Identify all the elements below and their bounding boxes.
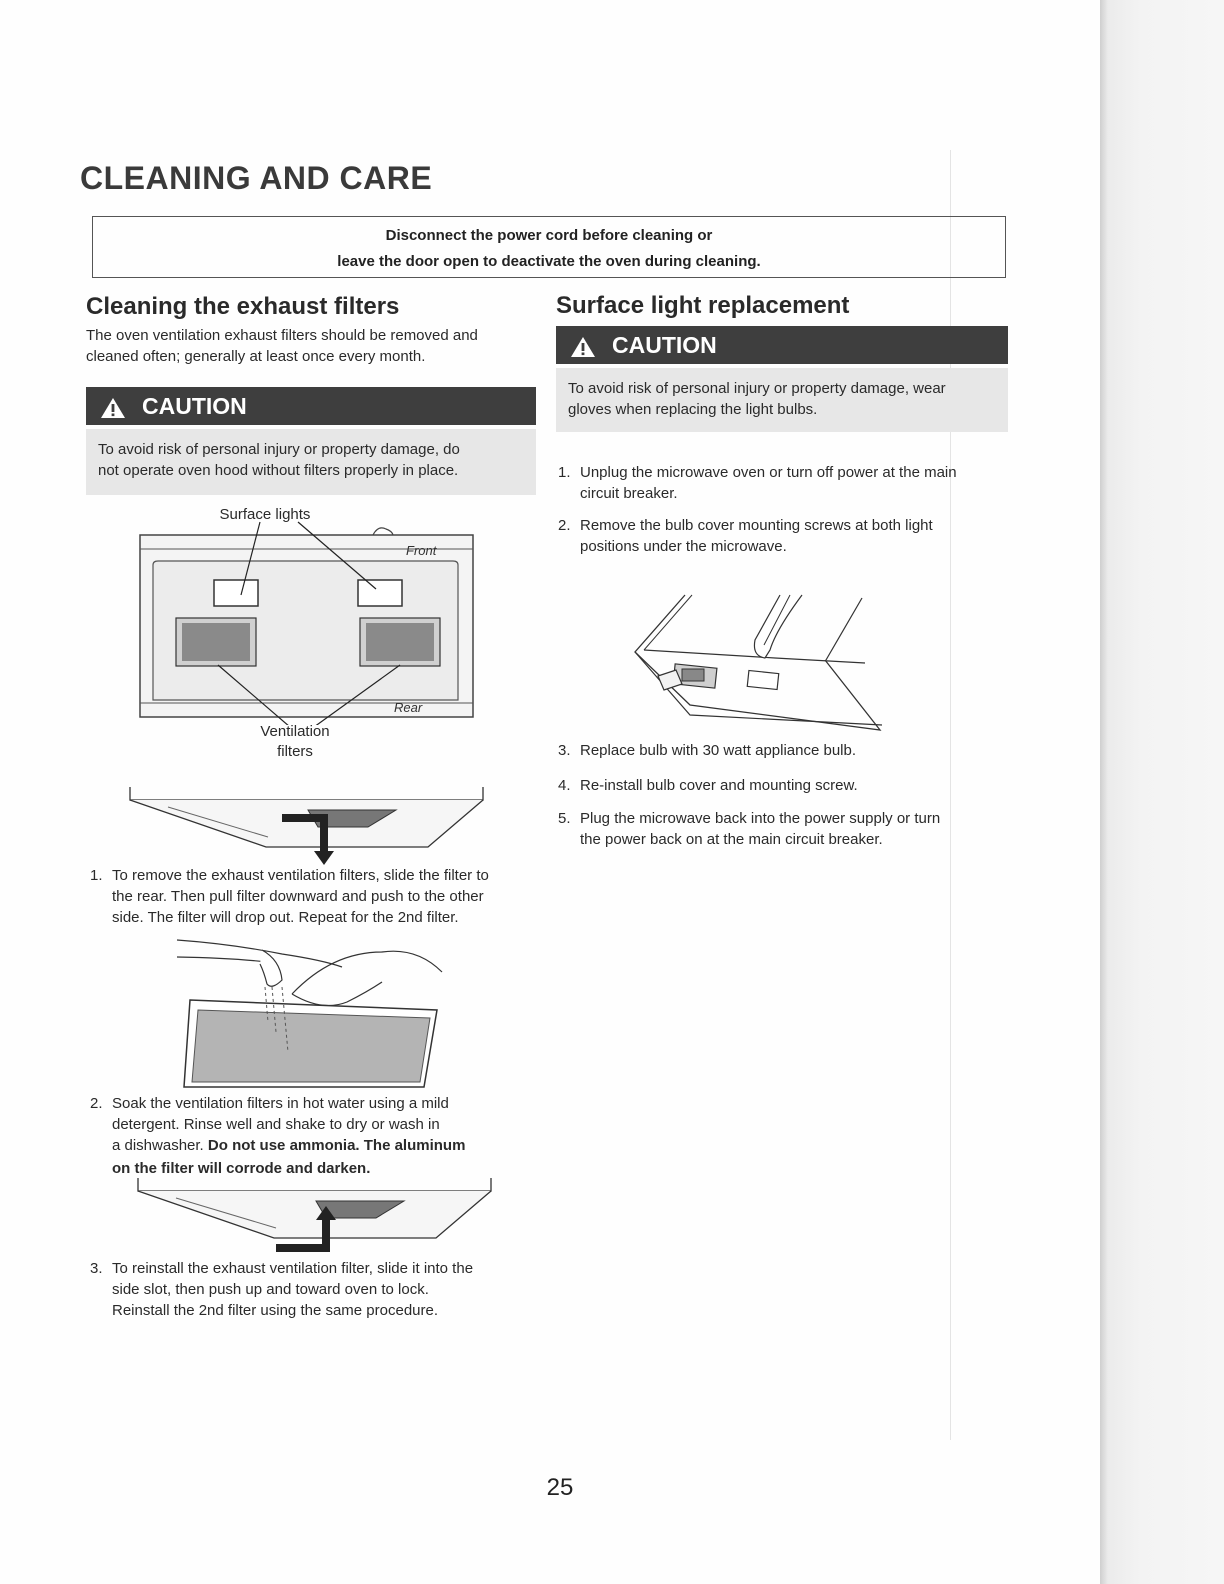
step-number: 2. [90, 1095, 103, 1112]
caution-label: CAUTION [612, 332, 717, 358]
intro-line-2: cleaned often; generally at least once every month. [86, 348, 426, 365]
right-caution-bar [556, 326, 1008, 364]
left-caution-text [86, 429, 536, 495]
step-line-1: Replace bulb with 30 watt appliance bulb. [580, 742, 857, 759]
left-step-1 [90, 865, 540, 928]
ventilation-label-line-2: filters [277, 743, 313, 760]
hood-underside-diagram [138, 505, 478, 725]
bulb-cover-diagram [630, 590, 890, 735]
caution-label: CAUTION [142, 393, 247, 419]
step-line-1: Plug the microwave back into the power supply or turn [580, 810, 941, 827]
exhaust-filters-heading: Cleaning the exhaust filters [86, 293, 400, 320]
step-number: 3. [558, 742, 571, 759]
step-number: 3. [90, 1260, 103, 1277]
step-line-1: Remove the bulb cover mounting screws at both light [580, 517, 933, 534]
surface-lights-label: Surface lights [219, 506, 311, 523]
front-label: Front [406, 543, 437, 558]
step-line-1: To remove the exhaust ventilation filters, slide the filter to [112, 867, 489, 884]
ventilation-filters-label [230, 722, 360, 762]
warning-triangle-icon [100, 397, 126, 419]
right-step-2 [558, 515, 1008, 557]
step-line-2: positions under the microwave. [580, 538, 787, 555]
step-number: 2. [558, 517, 571, 534]
filter-washing-illustration [172, 932, 447, 1092]
caution-line-1: To avoid risk of personal injury or property damage, do [98, 441, 460, 458]
power-warning-box [92, 216, 1006, 278]
left-step-2 [90, 1093, 540, 1179]
step-line-1: Re-install bulb cover and mounting screw. [580, 777, 858, 794]
step-line-2: detergent. Rinse well and shake to dry or wash in [112, 1116, 440, 1133]
ammonia-warning-bold-2: on the filter will corrode and darken. [112, 1160, 371, 1177]
left-caution-bar [86, 387, 536, 425]
step-line-2: the power back on at the main circuit breaker. [580, 831, 883, 848]
step-line-2: the rear. Then pull filter downward and push to the other [112, 888, 484, 905]
ammonia-warning-bold-1: Do not use ammonia. The aluminum [207, 1137, 466, 1154]
right-step-3 [558, 740, 1008, 761]
filter-removal-diagram [128, 785, 488, 865]
step-number: 1. [90, 867, 103, 884]
exhaust-filters-intro [86, 325, 478, 367]
step-line-1: Unplug the microwave oven or turn off power at the main [580, 464, 957, 481]
step-number: 5. [558, 810, 571, 827]
step-line-3: side. The filter will drop out. Repeat for the 2nd filter. [112, 909, 459, 926]
warning-line-1: Disconnect the power cord before cleaning or [385, 227, 713, 244]
ventilation-label-line-1: Ventilation [260, 723, 330, 740]
right-caution-text [556, 368, 1008, 432]
step-line-1: Soak the ventilation filters in hot water using a mild [112, 1095, 449, 1112]
caution-line-2: gloves when replacing the light bulbs. [568, 401, 818, 418]
step-line-2: side slot, then push up and toward oven to lock. [112, 1281, 429, 1298]
right-step-1 [558, 462, 1008, 504]
page-number: 25 [546, 1474, 574, 1501]
right-step-4 [558, 775, 1008, 796]
warning-line-2: leave the door open to deactivate the oven during cleaning. [337, 253, 761, 270]
right-step-5 [558, 808, 1008, 850]
page-edge-shadow [1100, 0, 1224, 1584]
intro-line-1: The oven ventilation exhaust filters should be removed and [86, 327, 478, 344]
step-line-1: To reinstall the exhaust ventilation filter, slide it into the [112, 1260, 474, 1277]
step-number: 1. [558, 464, 571, 481]
step-line-3: a dishwasher. [112, 1137, 204, 1154]
surface-light-heading: Surface light replacement [556, 292, 850, 319]
filter-reinstall-diagram [136, 1176, 496, 1256]
step-line-2: circuit breaker. [580, 485, 678, 502]
left-step-3 [90, 1258, 540, 1321]
caution-line-2: not operate oven hood without filters properly in place. [98, 462, 459, 479]
step-number: 4. [558, 777, 571, 794]
warning-triangle-icon [570, 336, 596, 358]
rear-label: Rear [394, 700, 423, 715]
step-line-3: Reinstall the 2nd filter using the same procedure. [112, 1302, 439, 1319]
page-title: CLEANING AND CARE [80, 160, 433, 196]
caution-line-1: To avoid risk of personal injury or property damage, wear [568, 380, 946, 397]
